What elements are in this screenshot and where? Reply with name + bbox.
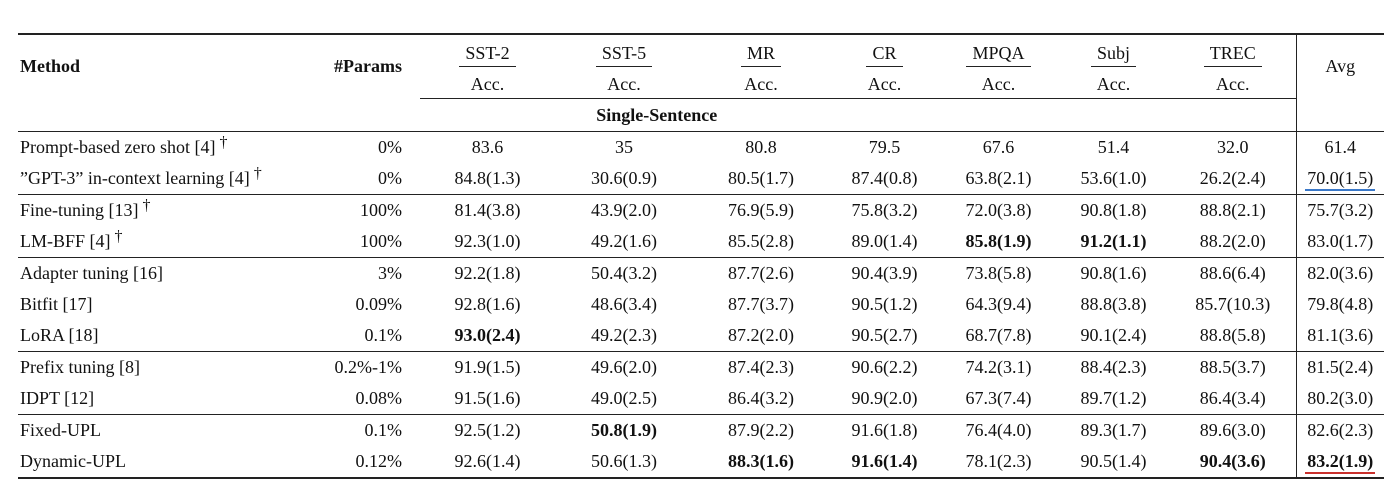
value-cell: 86.4(3.2): [693, 383, 829, 415]
method-cell: Fixed-UPL: [20, 420, 101, 440]
value-cell: 88.8(5.8): [1170, 320, 1296, 352]
avg-cell: 80.2(3.0): [1296, 383, 1384, 415]
avg-cell: 83.0(1.7): [1296, 226, 1384, 258]
value-cell: 80.5(1.7): [693, 163, 829, 195]
value-cell: 81.4(3.8): [454, 200, 521, 220]
header-metric: Acc.: [829, 70, 940, 99]
value-cell: 43.9(2.0): [591, 200, 657, 220]
value-cell: 67.6: [982, 137, 1015, 157]
method-cell: Adapter tuning [16]: [20, 263, 163, 283]
value-cell: 88.2(2.0): [1170, 226, 1296, 258]
params-cell: 0.1%: [364, 420, 402, 440]
header-dataset-sst2: SST-2: [420, 34, 555, 70]
section-row: [18, 99, 1384, 132]
params-cell: 0%: [310, 163, 420, 195]
params-cell: 100%: [310, 226, 420, 258]
value-cell: 79.5: [868, 137, 901, 157]
value-cell: 87.2(2.0): [693, 320, 829, 352]
value-cell: 64.3(9.4): [965, 294, 1032, 314]
params-cell: 0.1%: [310, 320, 420, 352]
header-dataset-mpqa: MPQA: [940, 34, 1057, 70]
table-row: [18, 226, 1384, 258]
value-cell: 90.8(1.6): [1080, 263, 1147, 283]
value-cell: 90.8(1.8): [1080, 200, 1147, 220]
header-params: #Params: [310, 34, 420, 99]
value-cell: 26.2(2.4): [1170, 163, 1296, 195]
value-cell: 85.5(2.8): [693, 226, 829, 258]
avg-cell: 81.1(3.6): [1296, 320, 1384, 352]
value-cell: 89.3(1.7): [1080, 420, 1147, 440]
value-cell: 87.4(0.8): [829, 163, 940, 195]
params-cell: 100%: [360, 200, 402, 220]
value-cell: 49.0(2.5): [555, 383, 693, 415]
value-cell: 92.5(1.2): [454, 420, 521, 440]
value-cell: 68.7(7.8): [940, 320, 1057, 352]
value-cell: 87.7(2.6): [728, 263, 794, 283]
table-row: [18, 195, 1384, 227]
table-row: [18, 320, 1384, 352]
value-cell: 92.2(1.8): [454, 263, 521, 283]
value-cell-best: 88.3(1.6): [693, 446, 829, 478]
params-cell: 0.12%: [310, 446, 420, 478]
table-row: [18, 289, 1384, 320]
header-metric: Acc.: [1057, 70, 1170, 99]
avg-cell: 61.4: [1296, 132, 1384, 164]
avg-cell: 79.8(4.8): [1296, 289, 1384, 320]
value-cell-best: 91.2(1.1): [1057, 226, 1170, 258]
table-row: [18, 446, 1384, 478]
method-cell: Prompt-based zero shot [4] †: [20, 134, 228, 157]
value-cell: 92.6(1.4): [420, 446, 555, 478]
params-cell: 0%: [378, 137, 402, 157]
value-cell: 32.0: [1217, 137, 1249, 157]
value-cell: 73.8(5.8): [965, 263, 1032, 283]
header-metric: Acc.: [1170, 70, 1296, 99]
value-cell: 90.4(3.9): [851, 263, 918, 283]
value-cell: 89.6(3.0): [1199, 420, 1266, 440]
header-metric: Acc.: [940, 70, 1057, 99]
value-cell: 88.8(2.1): [1199, 200, 1266, 220]
dagger-mark: †: [253, 165, 262, 182]
table-row: [18, 132, 1384, 164]
header-dataset-subj: Subj: [1057, 34, 1170, 70]
value-cell: 49.2(1.6): [555, 226, 693, 258]
method-cell: LoRA [18]: [18, 320, 310, 352]
header-metric: Acc.: [420, 70, 555, 99]
method-cell: LM-BFF [4] †: [18, 226, 310, 258]
value-cell: 67.3(7.4): [940, 383, 1057, 415]
value-cell: 91.9(1.5): [454, 357, 521, 377]
value-cell: 90.1(2.4): [1057, 320, 1170, 352]
value-cell: 48.6(3.4): [591, 294, 657, 314]
value-cell: 74.2(3.1): [965, 357, 1032, 377]
value-cell: 88.6(6.4): [1199, 263, 1266, 283]
value-cell: 88.5(3.7): [1199, 357, 1266, 377]
params-cell: 3%: [378, 263, 402, 283]
method-cell: IDPT [12]: [18, 383, 310, 415]
header-row-datasets: [18, 34, 1384, 70]
value-cell: 88.4(2.3): [1080, 357, 1147, 377]
value-cell-best: 91.6(1.4): [829, 446, 940, 478]
value-cell: 90.5(2.7): [829, 320, 940, 352]
value-cell: 87.7(3.7): [728, 294, 794, 314]
value-cell: 86.4(3.4): [1170, 383, 1296, 415]
method-cell: Fine-tuning [13] †: [20, 197, 151, 220]
table-row: [18, 415, 1384, 447]
value-cell: 90.6(2.2): [851, 357, 918, 377]
value-cell: 87.4(2.3): [728, 357, 794, 377]
table-row: [18, 163, 1384, 195]
table-row: [18, 258, 1384, 290]
header-dataset-cr: CR: [829, 34, 940, 70]
value-cell: 90.5(1.4): [1057, 446, 1170, 478]
table-row: [18, 383, 1384, 415]
value-cell: 63.8(2.1): [940, 163, 1057, 195]
params-cell: 0.2%-1%: [334, 357, 402, 377]
value-cell-best: 50.8(1.9): [591, 420, 657, 440]
header-dataset-trec: TREC: [1170, 34, 1296, 70]
dagger-mark: †: [219, 134, 228, 151]
value-cell: 49.6(2.0): [591, 357, 657, 377]
table-row: [18, 352, 1384, 384]
header-avg: Avg: [1296, 34, 1384, 99]
value-cell-best: 85.8(1.9): [940, 226, 1057, 258]
section-title: Single-Sentence: [18, 99, 1296, 132]
method-cell: ”GPT-3” in-context learning [4] †: [18, 163, 310, 195]
avg-cell: [1296, 446, 1384, 478]
value-cell: 50.6(1.3): [555, 446, 693, 478]
value-cell: 75.8(3.2): [851, 200, 918, 220]
value-cell: 85.7(10.3): [1195, 294, 1271, 314]
value-cell: 78.1(2.3): [940, 446, 1057, 478]
method-cell: Prefix tuning [8]: [20, 357, 140, 377]
method-cell: Bitfit [17]: [20, 294, 93, 314]
value-cell: 76.4(4.0): [965, 420, 1032, 440]
header-metric: Acc.: [693, 70, 829, 99]
value-cell-best: 90.4(3.6): [1170, 446, 1296, 478]
value-cell: 72.0(3.8): [965, 200, 1032, 220]
value-cell: 35: [615, 137, 633, 157]
value-cell: 49.2(2.3): [555, 320, 693, 352]
value-cell: 80.8: [745, 137, 777, 157]
value-cell: 76.9(5.9): [728, 200, 794, 220]
value-cell: 88.8(3.8): [1080, 294, 1147, 314]
value-cell: 91.6(1.8): [851, 420, 918, 440]
avg-cell: 82.6(2.3): [1296, 415, 1384, 447]
avg-value-blue-underlined: 70.0(1.5): [1305, 168, 1375, 191]
avg-value-red-underlined: 83.2(1.9): [1305, 451, 1375, 474]
params-cell: 0.09%: [355, 294, 402, 314]
value-cell: 92.3(1.0): [420, 226, 555, 258]
method-cell: Dynamic-UPL: [18, 446, 310, 478]
section-avg-spacer: [1296, 99, 1384, 132]
value-cell: 51.4: [1097, 137, 1130, 157]
value-cell-best: 93.0(2.4): [420, 320, 555, 352]
value-cell: 50.4(3.2): [591, 263, 657, 283]
value-cell: 90.5(1.2): [851, 294, 918, 314]
header-dataset-mr: MR: [693, 34, 829, 70]
header-method: Method: [18, 34, 310, 99]
value-cell: 92.8(1.6): [454, 294, 521, 314]
value-cell: 30.6(0.9): [555, 163, 693, 195]
header-dataset-sst5: SST-5: [555, 34, 693, 70]
value-cell: 89.7(1.2): [1057, 383, 1170, 415]
avg-cell: 75.7(3.2): [1296, 195, 1384, 227]
dagger-mark: †: [114, 228, 123, 245]
value-cell: 90.9(2.0): [829, 383, 940, 415]
params-cell: 0.08%: [310, 383, 420, 415]
dagger-mark: †: [142, 197, 151, 214]
value-cell: 53.6(1.0): [1057, 163, 1170, 195]
value-cell: 84.8(1.3): [420, 163, 555, 195]
header-metric: Acc.: [555, 70, 693, 99]
avg-cell: 81.5(2.4): [1296, 352, 1384, 384]
value-cell: 83.6: [471, 137, 504, 157]
results-table: [18, 33, 1384, 479]
value-cell: 91.5(1.6): [420, 383, 555, 415]
value-cell: 87.9(2.2): [728, 420, 794, 440]
avg-cell: [1296, 163, 1384, 195]
value-cell: 89.0(1.4): [829, 226, 940, 258]
avg-cell: 82.0(3.6): [1296, 258, 1384, 290]
